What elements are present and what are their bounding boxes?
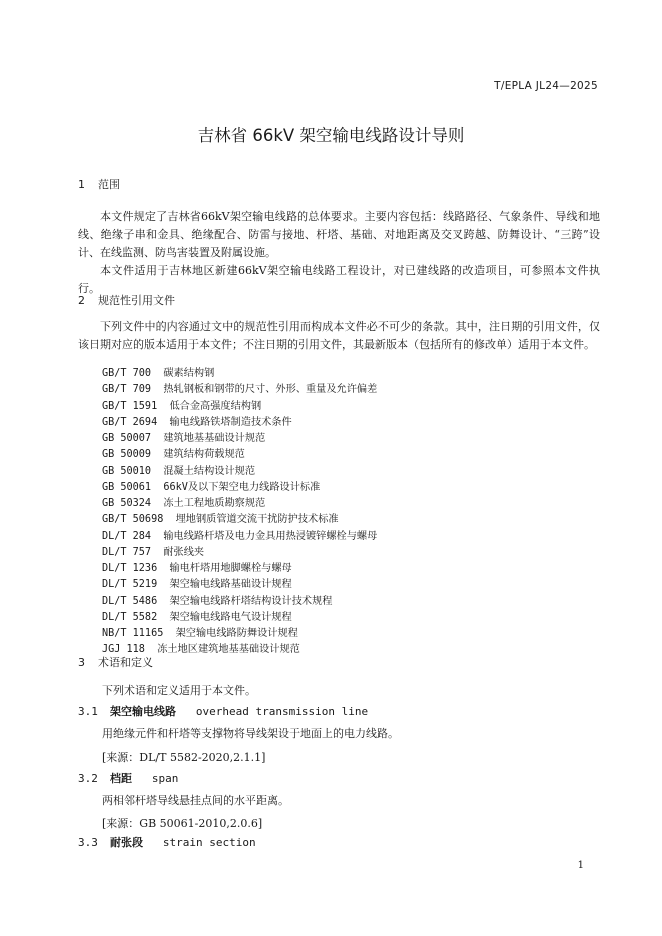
- reference-item: GB 50007 建筑地基基础设计规范: [102, 433, 266, 444]
- section-number: 2: [78, 294, 85, 307]
- section-number: 3: [78, 656, 85, 669]
- term-heading-3-1: [78, 703, 368, 719]
- section-heading-terms: [78, 654, 153, 670]
- scope-paragraph-1: 本文件规定了吉林省66kV架空输电线路的总体要求。主要内容包括：线路路径、气象条件、导线和地线、绝缘子串和金具、绝缘配合、防雷与接地、杆塔、基础、对地距离及交叉跨越、防舞设计、“三跨”设计、在线监测、防鸟害装置及附属设施。: [78, 210, 600, 259]
- section-title: 范围: [98, 178, 120, 191]
- term-english: span: [151, 772, 179, 785]
- section-title: 术语和定义: [98, 656, 153, 669]
- scope-paragraph-2: 本文件适用于吉林地区新建66kV架空输电线路工程设计，对已建线路的改造项目，可参照本文件执行。: [78, 264, 600, 295]
- reference-item: GB/T 50698 埋地钢质管道交流干扰防护技术标准: [102, 514, 339, 526]
- scope-paragraphs: [78, 208, 600, 298]
- section-heading-scope: [78, 176, 120, 192]
- reference-item: DL/T 1236 输电杆塔用地脚螺栓与螺母: [102, 563, 292, 574]
- term-heading-3-2: [78, 770, 178, 786]
- reference-item: DL/T 284 输电线路杆塔及电力金具用热浸镀锌螺栓与螺母: [102, 530, 378, 542]
- term-number: 3.1: [78, 705, 98, 718]
- terms-intro: 下列术语和定义适用于本文件。: [102, 684, 256, 697]
- reference-item: GB 50010 混凝土结构设计规范: [102, 465, 256, 477]
- term-number: 3.3: [78, 836, 98, 849]
- reference-item: DL/T 757 耐张线夹: [102, 546, 205, 558]
- term-source-3-1: [来源：DL/T 5582-2020,2.1.1]: [102, 751, 266, 764]
- reference-item: GB 50324 冻土工程地质勘察规范: [102, 498, 266, 509]
- term-english: strain section: [162, 836, 256, 849]
- reference-item: DL/T 5219 架空输电线路基础设计规程: [102, 579, 292, 591]
- term-chinese: 架空输电线路: [110, 705, 176, 718]
- term-definition-3-2: 两相邻杆塔导线悬挂点间的水平距离。: [102, 794, 289, 807]
- reference-list: [102, 366, 377, 659]
- document-code: T/EPLA JL24—2025: [494, 80, 598, 92]
- reference-item: DL/T 5486 架空输电线路杆塔结构设计技术规程: [102, 595, 333, 607]
- page-title: 吉林省 66kV 架空输电线路设计导则: [197, 126, 465, 145]
- term-definition-3-1: 用绝缘元件和杆塔等支撑物将导线架设于地面上的电力线路。: [102, 727, 399, 740]
- term-english: overhead transmission line: [195, 705, 369, 718]
- reference-item: GB 50009 建筑结构荷载规范: [102, 449, 245, 461]
- reference-item: DL/T 5582 架空输电线路电气设计规程: [102, 611, 292, 623]
- page-number: 1: [577, 860, 584, 871]
- term-source-3-2: [来源：GB 50061-2010,2.0.6]: [102, 817, 263, 830]
- section-title: 规范性引用文件: [98, 294, 175, 307]
- reference-item: GB 50061 66kV及以下架空电力线路设计标准: [102, 481, 321, 493]
- term-chinese: 档距: [110, 772, 132, 785]
- term-heading-3-3: [78, 834, 256, 850]
- section-heading-normative: [78, 292, 175, 308]
- reference-item: JGJ 118 冻土地区建筑地基基础设计规范: [102, 644, 300, 656]
- section-number: 1: [78, 178, 85, 191]
- term-number: 3.2: [78, 772, 98, 785]
- reference-item: GB/T 709 热轧钢板和钢带的尺寸、外形、重量及允许偏差: [102, 384, 378, 396]
- normative-intro-text: 下列文件中的内容通过文中的规范性引用而构成本文件必不可少的条款。其中，注日期的引用文件，仅该日期对应的版本适用于本文件；不注日期的引用文件，其最新版本（包括所有的修改单）适用于本文件。: [78, 320, 600, 351]
- reference-item: GB/T 1591 低合金高强度结构钢: [102, 400, 262, 412]
- reference-item: NB/T 11165 架空输电线路防舞设计规程: [102, 628, 298, 639]
- reference-item: GB/T 700 碳素结构钢: [102, 368, 215, 379]
- term-chinese: 耐张段: [110, 836, 143, 849]
- reference-item: GB/T 2694 输电线路铁塔制造技术条件: [102, 416, 292, 428]
- normative-intro: [78, 318, 600, 354]
